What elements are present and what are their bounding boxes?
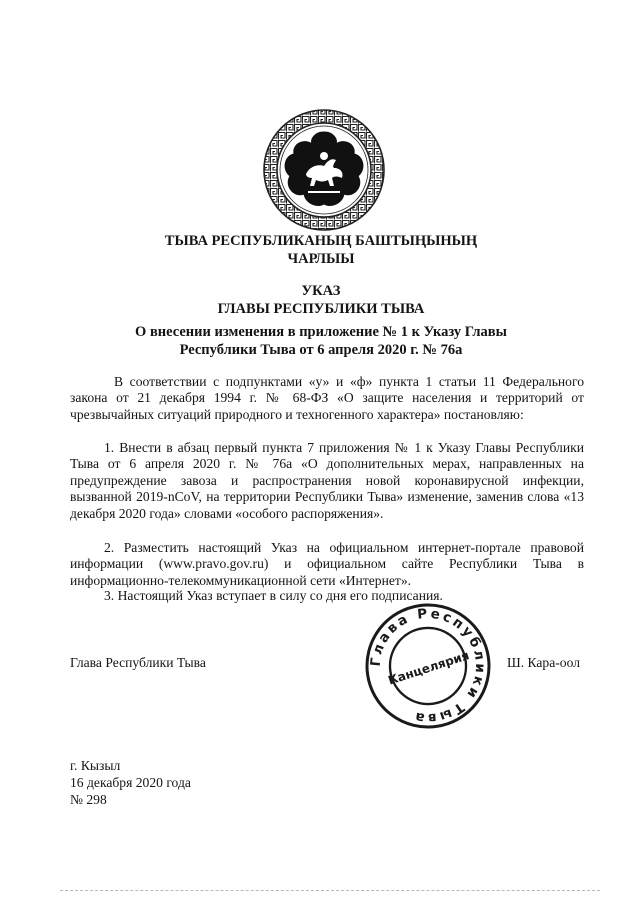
footer-number: № 298	[70, 792, 107, 807]
subject-line-1: О внесении изменения в приложение № 1 к Указу Главы	[135, 324, 507, 340]
stamp-ring-text: Глава Республики Тыва	[367, 605, 489, 727]
item-1-paragraph: 1. Внести в абзац первый пункта 7 приложения № 1 к Указу Главы Республики Тыва от 6 апреля 2020 г. № 76а «О дополнительных мерах, направленных на предупреждение завоза и распространения новой коронавирусной инфекции, вызванной 2019-nCoV, на территории Республики Тыва» изменение, заменив слова «13 декабря 2020 года» словами «особого распоряжения».	[70, 440, 584, 521]
tuva-emblem-icon	[262, 108, 386, 232]
official-stamp-icon	[364, 602, 492, 730]
footer-city: г. Кызыл	[70, 758, 121, 773]
header-block	[60, 232, 582, 268]
signature-name: Ш. Кара-оол	[507, 655, 580, 670]
item-2-paragraph: 2. Разместить настоящий Указ на официальном интернет-портале правовой информации (www.pravo.gov.ru) и официальном сайте Республики Тыва в информационно-телекоммуникационной сети «Интернет».	[70, 540, 584, 588]
document-footer	[70, 757, 191, 808]
item-3-paragraph: 3. Настоящий Указ вступает в силу со дня его подписания.	[104, 588, 443, 603]
title-block	[60, 282, 582, 318]
subject-line-2: Республики Тыва от 6 апреля 2020 г. № 76а	[179, 342, 463, 358]
subject-block	[60, 323, 582, 359]
title-line-1: УКАЗ	[301, 283, 341, 299]
header-line-2: ЧАРЛЫЫ	[287, 251, 355, 267]
title-line-2: ГЛАВЫ РЕСПУБЛИКИ ТЫВА	[217, 301, 425, 317]
preamble-paragraph: В соответствии с подпунктами «у» и «ф» пункта 1 статьи 11 Федерального закона от 21 декабря 1994 г. № 68-ФЗ «О защите населения и территорий от чрезвычайных ситуаций природного и техногенного характера» постановляю:	[70, 374, 584, 422]
footer-date: 16 декабря 2020 года	[70, 775, 191, 790]
signature-position: Глава Республики Тыва	[70, 655, 206, 670]
bottom-divider	[60, 890, 600, 891]
stamp-center-text: Канцелярия	[386, 648, 471, 688]
header-line-1: ТЫВА РЕСПУБЛИКАНЫҢ БАШТЫҢЫНЫҢ	[164, 233, 478, 249]
